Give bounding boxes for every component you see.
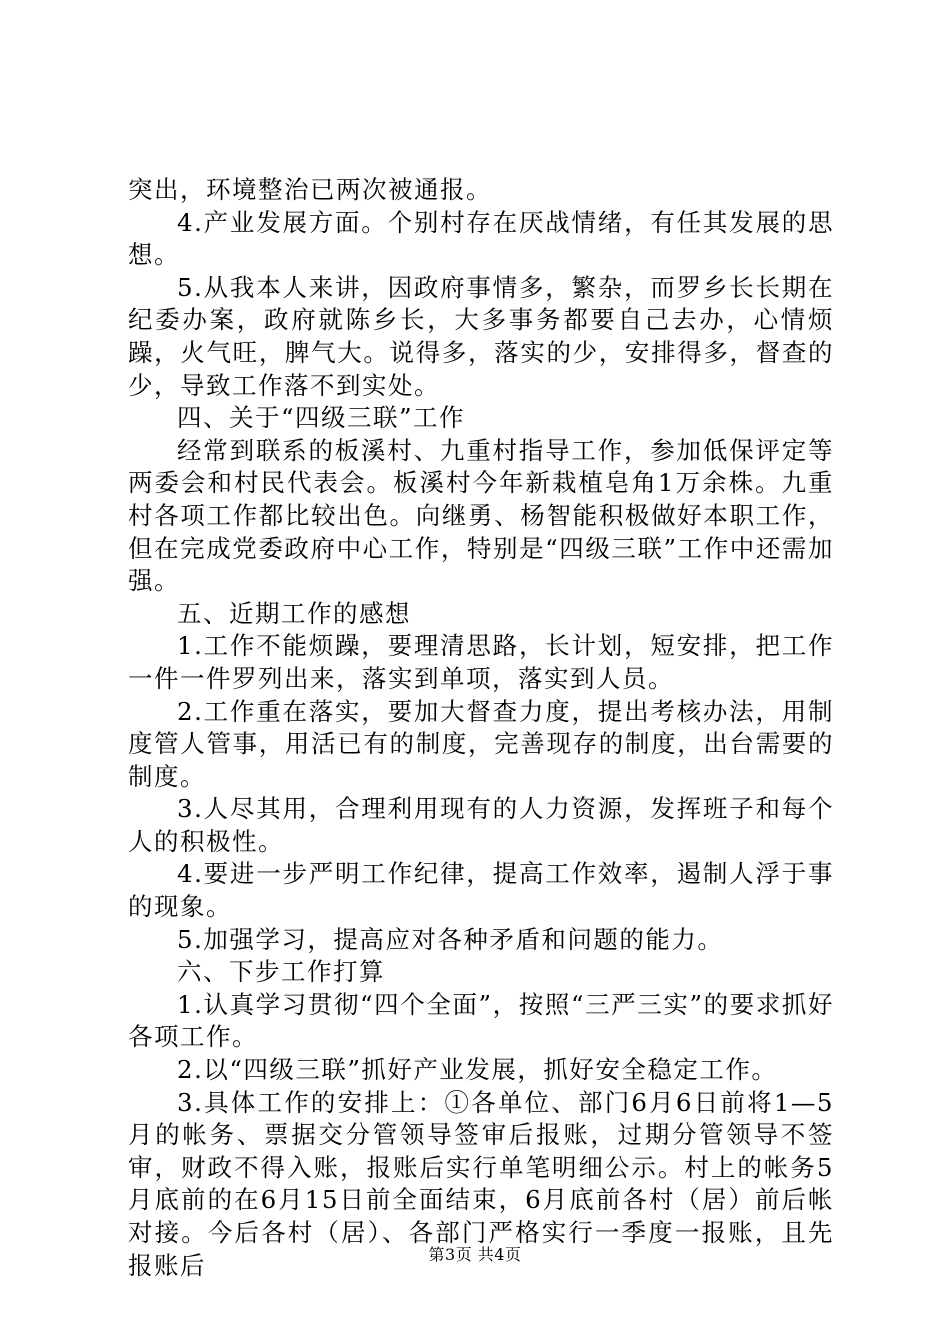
paragraph: 5.加强学习，提高应对各种矛盾和问题的能力。	[177, 924, 724, 954]
paragraph: 1.认真学习贯彻“四个全面”，按照“三严三实”的要求抓好各项工作。	[128, 989, 834, 1052]
paragraph: 突出，环境整治已两次被通报。	[128, 175, 492, 204]
paragraph: 1.工作不能烦躁，要理清思路，长计划，短安排，把工作一件一件罗列出来，落实到单项，落实到人员。	[128, 631, 834, 693]
page-number-footer: 第3页 共4页	[428, 1245, 522, 1264]
section-heading: 五、近期工作的感想	[177, 598, 411, 628]
paragraph: 3.人尽其用，合理利用现有的人力资源，发挥班子和每个人的积极性。	[128, 794, 834, 856]
paragraph: 2.工作重在落实，要加大督查力度，提出考核办法，用制度管人管事，用活已有的制度，完善现存的制度，出台需要的制度。	[128, 696, 834, 791]
section-heading: 六、下步工作打算	[177, 957, 385, 987]
document-body	[128, 174, 834, 1282]
paragraph: 2.以“四级三联”抓好产业发展，抓好安全稳定工作。	[177, 1055, 778, 1085]
paragraph: 4.要进一步严明工作纪律，提高工作效率，遏制人浮于事的现象。	[128, 859, 834, 922]
paragraph: 5.从我本人来讲，因政府事情多，繁杂，而罗乡长长期在纪委办案，政府就陈乡长，大多事务都要自己去办，心情烦躁，火气旺，脾气大。说得多，落实的少，安排得多，督查的少，导致工作落不到实处。	[128, 272, 834, 400]
paragraph: 经常到联系的板溪村、九重村指导工作，参加低保评定等两委会和村民代表会。板溪村今年新栽植皂角1万余株。九重村各项工作都比较出色。向继勇、杨智能积极做好本职工作，但在完成党委政府中心工作，特别是“四级三联”工作中还需加强。	[128, 435, 834, 596]
paragraph: 3.具体工作的安排上：①各单位、部门6月6日前将1—5月的帐务、票据交分管领导签审后报账，过期分管领导不签审，财政不得入账，报账后实行单笔明细公示。村上的帐务5月底前的在6月15日前全面结束，6月底前各村（居）前后帐对接。今后各村（居）、各部门严格实行一季度一报账，且先报账后	[128, 1087, 834, 1280]
section-heading: 四、关于“四级三联”工作	[177, 403, 466, 433]
paragraph: 4.产业发展方面。个别村存在厌战情绪，有任其发展的思想。	[128, 207, 834, 270]
